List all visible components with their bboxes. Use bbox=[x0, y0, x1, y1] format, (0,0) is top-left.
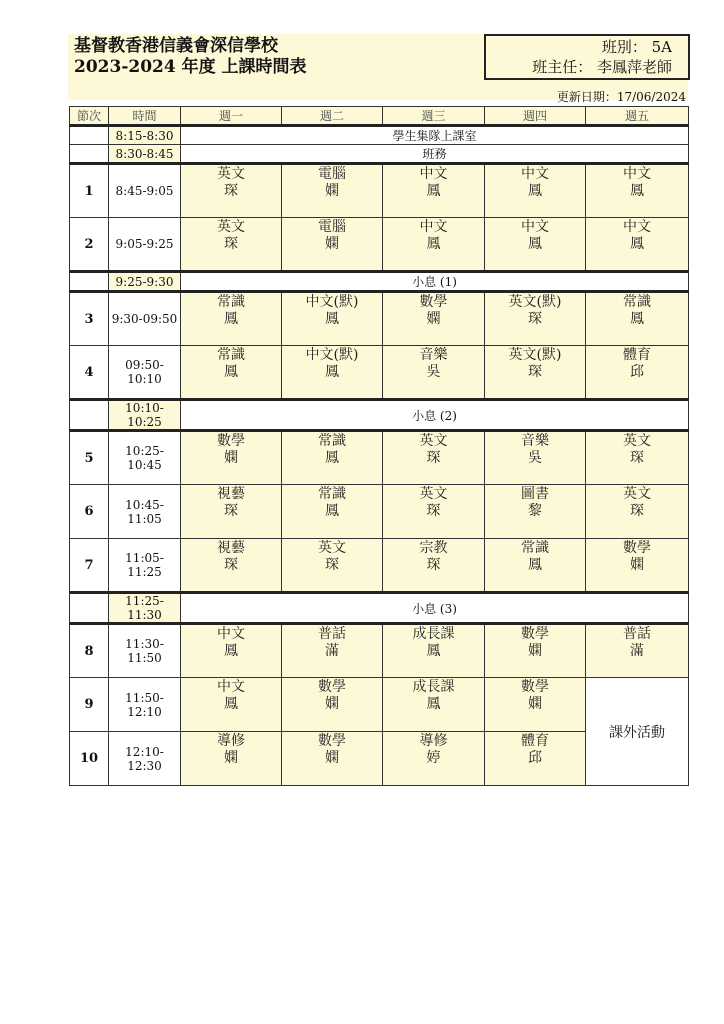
period-time: 9:30-09:50 bbox=[109, 292, 181, 346]
band-time: 8:30-8:45 bbox=[109, 145, 181, 164]
col-header: 週二 bbox=[282, 107, 383, 126]
period-time: 12:10-12:30 bbox=[109, 732, 181, 786]
teacher: 滿 bbox=[630, 643, 644, 659]
teacher: 琛 bbox=[325, 557, 339, 573]
period-number: 7 bbox=[70, 539, 109, 593]
period-number: 2 bbox=[70, 218, 109, 272]
subject: 數學 bbox=[217, 433, 245, 449]
lesson-cell bbox=[485, 485, 586, 539]
lesson-cell bbox=[181, 485, 282, 539]
subject: 數學 bbox=[521, 679, 549, 695]
lesson-cell bbox=[181, 678, 282, 732]
subject: 英文 bbox=[419, 486, 448, 502]
period-number: 6 bbox=[70, 485, 109, 539]
subject: 導修 bbox=[419, 733, 448, 749]
teacher: 琛 bbox=[426, 450, 441, 466]
lesson-cell bbox=[383, 164, 485, 218]
extracurricular-cell: 課外活動 bbox=[586, 678, 689, 786]
lesson-cell bbox=[181, 539, 282, 593]
teacher: 琛 bbox=[224, 236, 238, 252]
table-row bbox=[70, 678, 689, 732]
lesson-cell bbox=[383, 678, 485, 732]
teacher: 琛 bbox=[224, 183, 238, 199]
subject: 音樂 bbox=[521, 433, 549, 449]
col-header: 時間 bbox=[109, 107, 181, 126]
lesson-cell bbox=[383, 218, 485, 272]
teacher: 嫻 bbox=[325, 236, 339, 252]
lesson-cell bbox=[181, 431, 282, 485]
teacher: 琛 bbox=[528, 364, 542, 380]
teacher: 嫻 bbox=[224, 750, 238, 766]
period-time: 11:05-11:25 bbox=[109, 539, 181, 593]
subject: 圖書 bbox=[521, 486, 549, 502]
period-number: 9 bbox=[70, 678, 109, 732]
period-number: 3 bbox=[70, 292, 109, 346]
lesson-cell bbox=[485, 164, 586, 218]
teacher: 嫻 bbox=[224, 450, 238, 466]
table-row bbox=[70, 624, 689, 678]
teacher: 琛 bbox=[426, 557, 441, 573]
band-time: 10:10-10:25 bbox=[109, 400, 181, 431]
lesson-cell bbox=[282, 431, 383, 485]
table-row bbox=[70, 431, 689, 485]
teacher: 滿 bbox=[325, 643, 339, 659]
col-header: 週五 bbox=[586, 107, 689, 126]
band-empty bbox=[70, 400, 109, 431]
subject: 中文 bbox=[623, 166, 651, 182]
col-header: 週一 bbox=[181, 107, 282, 126]
lesson-cell bbox=[485, 678, 586, 732]
band-label: 小息 (3) bbox=[181, 593, 689, 624]
teacher: 鳳 bbox=[224, 311, 238, 327]
lesson-cell bbox=[485, 218, 586, 272]
teacher: 鳳 bbox=[325, 450, 339, 466]
band-empty bbox=[70, 593, 109, 624]
band-time: 11:25-11:30 bbox=[109, 593, 181, 624]
lesson-cell bbox=[383, 346, 485, 400]
subject: 英文(默) bbox=[508, 294, 562, 310]
subject: 成長課 bbox=[412, 626, 455, 642]
lesson-cell bbox=[586, 164, 689, 218]
teacher: 鳳 bbox=[224, 696, 238, 712]
subject: 音樂 bbox=[419, 347, 448, 363]
teacher: 鳳 bbox=[426, 696, 441, 712]
lesson-cell bbox=[282, 624, 383, 678]
subject: 常識 bbox=[521, 540, 549, 556]
col-header: 週三 bbox=[383, 107, 485, 126]
band-row bbox=[70, 126, 689, 145]
band-label: 小息 (1) bbox=[181, 272, 689, 292]
lesson-cell bbox=[383, 292, 485, 346]
lesson-cell bbox=[282, 485, 383, 539]
period-time: 9:05-9:25 bbox=[109, 218, 181, 272]
period-number: 10 bbox=[70, 732, 109, 786]
lesson-cell bbox=[485, 292, 586, 346]
period-time: 8:45-9:05 bbox=[109, 164, 181, 218]
teacher: 鳳 bbox=[630, 311, 644, 327]
subject: 數學 bbox=[318, 679, 346, 695]
band-row bbox=[70, 593, 689, 624]
lesson-cell bbox=[181, 624, 282, 678]
subject: 常識 bbox=[623, 294, 651, 310]
lesson-cell bbox=[586, 539, 689, 593]
lesson-cell bbox=[383, 485, 485, 539]
lesson-cell bbox=[282, 539, 383, 593]
teacher: 鳳 bbox=[528, 183, 542, 199]
teacher: 邱 bbox=[528, 750, 542, 766]
lesson-cell bbox=[181, 218, 282, 272]
teacher: 琛 bbox=[426, 503, 441, 519]
band-label: 班務 bbox=[181, 145, 689, 164]
subject: 中文 bbox=[521, 166, 549, 182]
teacher: 鳳 bbox=[325, 503, 339, 519]
subject: 成長課 bbox=[412, 679, 455, 695]
teacher: 鳳 bbox=[426, 236, 441, 252]
teacher: 鳳 bbox=[426, 183, 441, 199]
lesson-cell bbox=[485, 346, 586, 400]
lesson-cell bbox=[282, 292, 383, 346]
band-empty bbox=[70, 126, 109, 145]
col-header: 節次 bbox=[70, 107, 109, 126]
subject: 數學 bbox=[623, 540, 651, 556]
band-row bbox=[70, 272, 689, 292]
header-row bbox=[70, 107, 689, 126]
subject: 電腦 bbox=[318, 219, 346, 235]
teacher: 吳 bbox=[426, 364, 441, 380]
teacher: 琛 bbox=[528, 311, 542, 327]
teacher: 婷 bbox=[426, 750, 441, 766]
subject: 英文 bbox=[623, 486, 651, 502]
subject: 普話 bbox=[623, 626, 651, 642]
table-row bbox=[70, 346, 689, 400]
band-label: 小息 (2) bbox=[181, 400, 689, 431]
period-time: 10:45-11:05 bbox=[109, 485, 181, 539]
teacher: 嫻 bbox=[528, 696, 542, 712]
subject: 數學 bbox=[419, 294, 448, 310]
teacher: 鳳 bbox=[325, 311, 339, 327]
teacher: 嫻 bbox=[528, 643, 542, 659]
lesson-cell bbox=[586, 624, 689, 678]
teacher: 黎 bbox=[528, 503, 542, 519]
subject: 中文(默) bbox=[305, 294, 359, 310]
lesson-cell bbox=[485, 732, 586, 786]
lesson-cell bbox=[485, 624, 586, 678]
lesson-cell bbox=[181, 164, 282, 218]
teacher: 嫻 bbox=[426, 311, 441, 327]
subject: 中文 bbox=[419, 219, 448, 235]
teacher: 嫻 bbox=[325, 696, 339, 712]
teacher: 邱 bbox=[630, 364, 644, 380]
subject: 常識 bbox=[217, 294, 245, 310]
school-name: 基督教香港信義會深信學校 bbox=[74, 36, 278, 56]
band-time: 8:15-8:30 bbox=[109, 126, 181, 145]
subject: 英文 bbox=[419, 433, 448, 449]
teacher: 嫻 bbox=[630, 557, 644, 573]
subject: 英文 bbox=[623, 433, 651, 449]
subject: 常識 bbox=[318, 486, 346, 502]
subject: 視藝 bbox=[217, 486, 245, 502]
period-number: 1 bbox=[70, 164, 109, 218]
band-time: 9:25-9:30 bbox=[109, 272, 181, 292]
timetable bbox=[69, 106, 689, 786]
teacher: 琛 bbox=[630, 450, 644, 466]
teacher: 鳳 bbox=[528, 557, 542, 573]
band-row bbox=[70, 400, 689, 431]
timetable-title: 2023-2024 年度 上課時間表 bbox=[74, 57, 307, 77]
period-number: 5 bbox=[70, 431, 109, 485]
lesson-cell bbox=[383, 539, 485, 593]
lesson-cell bbox=[181, 292, 282, 346]
subject: 中文(默) bbox=[305, 347, 359, 363]
update-date: 更新日期：17/06/2024 bbox=[556, 90, 686, 104]
teacher: 鳳 bbox=[630, 183, 644, 199]
subject: 普話 bbox=[318, 626, 346, 642]
period-time: 09:50-10:10 bbox=[109, 346, 181, 400]
teacher: 琛 bbox=[224, 503, 238, 519]
teacher: 鳳 bbox=[224, 643, 238, 659]
col-header: 週四 bbox=[485, 107, 586, 126]
teacher-label: 班主任： 李鳳萍老師 bbox=[532, 58, 672, 76]
table-row bbox=[70, 485, 689, 539]
teacher: 吳 bbox=[528, 450, 542, 466]
subject: 中文 bbox=[521, 219, 549, 235]
lesson-cell bbox=[586, 218, 689, 272]
subject: 電腦 bbox=[318, 166, 346, 182]
table-row bbox=[70, 218, 689, 272]
subject: 宗教 bbox=[419, 540, 448, 556]
lesson-cell bbox=[586, 292, 689, 346]
lesson-cell bbox=[586, 485, 689, 539]
subject: 視藝 bbox=[217, 540, 245, 556]
teacher: 嫻 bbox=[325, 183, 339, 199]
teacher: 琛 bbox=[224, 557, 238, 573]
band-empty bbox=[70, 145, 109, 164]
table-row bbox=[70, 164, 689, 218]
band-empty bbox=[70, 272, 109, 292]
subject: 英文(默) bbox=[508, 347, 562, 363]
lesson-cell bbox=[586, 431, 689, 485]
lesson-cell bbox=[485, 431, 586, 485]
lesson-cell bbox=[383, 431, 485, 485]
subject: 常識 bbox=[217, 347, 245, 363]
lesson-cell bbox=[282, 346, 383, 400]
teacher: 鳳 bbox=[224, 364, 238, 380]
subject: 數學 bbox=[318, 733, 346, 749]
lesson-cell bbox=[485, 539, 586, 593]
lesson-cell bbox=[282, 732, 383, 786]
lesson-cell bbox=[586, 346, 689, 400]
subject: 導修 bbox=[217, 733, 245, 749]
teacher: 嫻 bbox=[325, 750, 339, 766]
subject: 中文 bbox=[623, 219, 651, 235]
subject: 中文 bbox=[217, 626, 245, 642]
class-info-box bbox=[484, 34, 690, 80]
period-number: 4 bbox=[70, 346, 109, 400]
teacher: 鳳 bbox=[426, 643, 441, 659]
lesson-cell bbox=[383, 624, 485, 678]
subject: 中文 bbox=[419, 166, 448, 182]
period-time: 11:50-12:10 bbox=[109, 678, 181, 732]
subject: 中文 bbox=[217, 679, 245, 695]
subject: 英文 bbox=[217, 219, 245, 235]
subject: 體育 bbox=[521, 733, 549, 749]
teacher: 琛 bbox=[630, 503, 644, 519]
subject: 體育 bbox=[623, 347, 651, 363]
class-label: 班別： 5A bbox=[601, 38, 672, 56]
subject: 常識 bbox=[318, 433, 346, 449]
table-row bbox=[70, 539, 689, 593]
subject: 英文 bbox=[217, 166, 245, 182]
period-time: 11:30-11:50 bbox=[109, 624, 181, 678]
lesson-cell bbox=[383, 732, 485, 786]
teacher: 鳳 bbox=[528, 236, 542, 252]
teacher: 鳳 bbox=[325, 364, 339, 380]
lesson-cell bbox=[181, 732, 282, 786]
period-number: 8 bbox=[70, 624, 109, 678]
table-row bbox=[70, 292, 689, 346]
teacher: 鳳 bbox=[630, 236, 644, 252]
band-label: 學生集隊上課室 bbox=[181, 126, 689, 145]
lesson-cell bbox=[282, 678, 383, 732]
period-time: 10:25-10:45 bbox=[109, 431, 181, 485]
lesson-cell bbox=[181, 346, 282, 400]
lesson-cell bbox=[282, 164, 383, 218]
band-row bbox=[70, 145, 689, 164]
lesson-cell bbox=[282, 218, 383, 272]
subject: 英文 bbox=[318, 540, 346, 556]
subject: 數學 bbox=[521, 626, 549, 642]
